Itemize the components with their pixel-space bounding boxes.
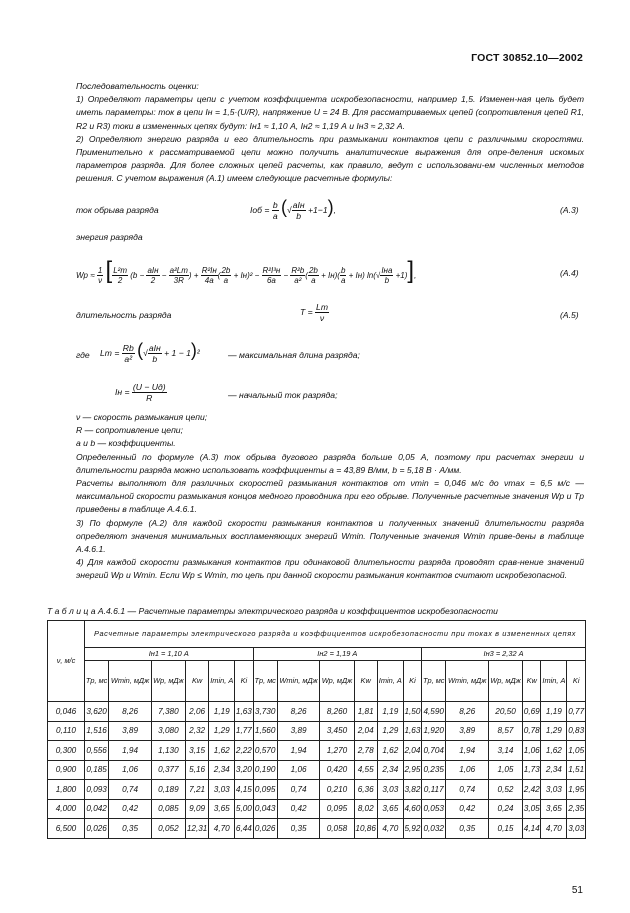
table-cell: 1,19 — [541, 702, 567, 722]
table-cell: 3,89 — [109, 721, 152, 741]
table-cell: 0,74 — [446, 780, 489, 800]
table-cell: 1,95 — [567, 780, 586, 800]
table-cell: 8,26 — [109, 702, 152, 722]
table-cell: 3,620 — [85, 702, 109, 722]
column-header: Ki — [567, 661, 586, 702]
table-cell: 0,556 — [85, 741, 109, 761]
group-header: Iн2 = 1,19 А — [253, 648, 422, 661]
table-cell: 1,29 — [209, 721, 235, 741]
table-cell: 3,730 — [253, 702, 277, 722]
table-cell: 4,55 — [354, 760, 377, 780]
column-header: Wmin, мДж — [109, 661, 152, 702]
table-cell: 8,26 — [446, 702, 489, 722]
column-header: Wmin, мДж — [277, 661, 320, 702]
table-cell: 0,52 — [488, 780, 522, 800]
column-header: Imin, А — [377, 661, 403, 702]
table-cell: 0,210 — [320, 780, 354, 800]
desc-max-length: — максимальная длина разряда; — [228, 350, 360, 360]
table-cell: 1,94 — [277, 741, 320, 761]
table-cell: 1,800 — [48, 780, 85, 800]
equation-lm: Lm = $\frac{Rb}{\text{a²}}$ (√ $\frac{\text{aIн}}{b}$ + 1 − 1)² — [100, 340, 200, 365]
paragraph: Расчеты выполняют для различных скоростей размыкания контактов от νmin = 0,046 м/с до νmax = 6,5 м/с — максимальной скорости размыкания концов медного проводника при его обрыве. Полученные расчетные значения Wр и Tр приведены в таблице А.4.6.1. — [76, 478, 584, 515]
table-cell: 7,380 — [151, 702, 185, 722]
body-text-bottom — [76, 411, 584, 583]
table-cell: 3,450 — [320, 721, 354, 741]
table-cell: 1,62 — [377, 741, 403, 761]
table-cell: 0,77 — [567, 702, 586, 722]
table-cell: 12,31 — [186, 819, 209, 839]
table-cell: 6,36 — [354, 780, 377, 800]
table-cell: 1,516 — [85, 721, 109, 741]
table-cell: 4,70 — [377, 819, 403, 839]
table-cell: 3,89 — [277, 721, 320, 741]
table-row — [48, 702, 586, 722]
table-cell: 0,42 — [109, 799, 152, 819]
table-cell: 0,35 — [109, 819, 152, 839]
column-header: Wр, мДж — [151, 661, 185, 702]
column-header: Kw — [523, 661, 541, 702]
table-cell: 0,377 — [151, 760, 185, 780]
table-cell: 1,05 — [488, 760, 522, 780]
table-row — [48, 760, 586, 780]
table-cell: 0,042 — [85, 799, 109, 819]
table-cell: 0,42 — [446, 799, 489, 819]
label-breaking-current: ток обрыва разряда — [76, 205, 159, 215]
table-cell: 4,14 — [523, 819, 541, 839]
table-cell: 0,110 — [48, 721, 85, 741]
table-cell: 0,24 — [488, 799, 522, 819]
page-number: 51 — [571, 885, 583, 896]
column-header: Wр, мДж — [488, 661, 522, 702]
column-header: Tр, мс — [85, 661, 109, 702]
table-cell: 0,085 — [151, 799, 185, 819]
table-cell: 1,94 — [446, 741, 489, 761]
table-cell: 1,62 — [209, 741, 235, 761]
table-cell: 8,57 — [488, 721, 522, 741]
table-cell: 2,04 — [354, 721, 377, 741]
table-cell: 2,42 — [523, 780, 541, 800]
label-energy: энергия разряда — [76, 232, 143, 242]
table-cell: 0,026 — [253, 819, 277, 839]
table-cell: 5,16 — [186, 760, 209, 780]
table-cell: 1,05 — [567, 741, 586, 761]
table-cell: 1,94 — [109, 741, 152, 761]
body-text-top — [76, 80, 584, 186]
corner-header: ν, м/с — [48, 621, 85, 702]
table-cell: 3,15 — [186, 741, 209, 761]
table-cell: 1,560 — [253, 721, 277, 741]
eq-number: (А.3) — [560, 205, 579, 215]
table-cell: 0,189 — [151, 780, 185, 800]
table-cell: 0,15 — [488, 819, 522, 839]
table-cell: 2,04 — [403, 741, 421, 761]
equation-a4: Wр ≈ $\frac{1}{\nu}$ [ $\frac{\text{L²m}}{2}$ (b − $\frac{\text{aIн}}{2}$ − $\frac{\text{a²Lm}}{3R}$ ) + $\frac{\text{R²Iн}}{4a}$ ( $\frac{2b}{a}$ + Iн)² − $\frac{\text{R²I³н}}{6a}$ − $\frac{\text{R²b}}{\text{a²}}$ ( $\frac{2b}{a}$ + Iн)( $\frac{b}{a}$ + Iн) ln(√ $\frac{\text{Iнa}}{b}$ +1)], — [76, 257, 417, 286]
table-cell: 1,62 — [541, 741, 567, 761]
equation-a5: T = $\frac{Lm}{\nu}$ — [300, 302, 328, 323]
table-cell: 1,06 — [446, 760, 489, 780]
group-header: Iн3 = 2,32 А — [422, 648, 586, 661]
table-cell: 2,06 — [186, 702, 209, 722]
fraction: $\frac{\text{aIн}}{b}$ — [292, 200, 305, 222]
table-cell: 1,19 — [209, 702, 235, 722]
table-cell: 3,03 — [567, 819, 586, 839]
table-cell: 0,35 — [277, 819, 320, 839]
table-cell: 8,260 — [320, 702, 354, 722]
table-row — [48, 780, 586, 800]
results-table — [47, 620, 586, 839]
table-cell: 8,02 — [354, 799, 377, 819]
table-cell: 3,20 — [235, 760, 253, 780]
table-cell: 1,19 — [377, 702, 403, 722]
table-cell: 2,35 — [567, 799, 586, 819]
paragraph: 1) Определяют параметры цепи с учетом коэффициента искробезопасности, например 1,5. Изменен-ная цепь будет иметь параметры: ток в цепи Iн = 1,5·(U/R), напряжение U = 24 В. Для рассматриваемых цепей (сопротивления цепей R1, R2 и R3) токи в измененных цепях будут: Iн1 ≈ 1,10 А, Iн2 ≈ 1,19 А и Iн3 ≈ 2,32 А. — [76, 94, 584, 131]
table-row — [48, 741, 586, 761]
table-cell: 1,63 — [235, 702, 253, 722]
definition: ν — скорость размыкания цепи; — [76, 412, 208, 422]
table-cell: 0,235 — [422, 760, 446, 780]
eq-number: (А.4) — [560, 268, 579, 278]
table-cell: 4,70 — [541, 819, 567, 839]
column-header: Imin, А — [541, 661, 567, 702]
column-header: Kw — [354, 661, 377, 702]
column-header: Wр, мДж — [320, 661, 354, 702]
table-cell: 3,03 — [209, 780, 235, 800]
table-row — [48, 799, 586, 819]
table-cell: 4,60 — [403, 799, 421, 819]
group-header: Iн1 = 1,10 А — [85, 648, 254, 661]
table-caption: Т а б л и ц а А.4.6.1 — Расчетные параметры электрического разряда и коэффициентов искробезопасности — [47, 606, 498, 616]
table-cell: 8,26 — [277, 702, 320, 722]
table-cell: 1,51 — [567, 760, 586, 780]
table-cell: 1,63 — [403, 721, 421, 741]
table-cell: 0,704 — [422, 741, 446, 761]
table-cell: 1,270 — [320, 741, 354, 761]
table-cell: 0,026 — [85, 819, 109, 839]
table-cell: 3,65 — [377, 799, 403, 819]
table-cell: 0,095 — [253, 780, 277, 800]
table-cell: 0,190 — [253, 760, 277, 780]
paragraph: 3) По формуле (А.2) для каждой скорости размыкания контактов и полученных значений длительности разряда определяют значения минимальных воспламеняющих энергий Wmin. Полученные значения Wmin приве-дены в таблице А.4.6.1. — [76, 517, 584, 555]
table-cell: 3,03 — [541, 780, 567, 800]
table-cell: 0,42 — [277, 799, 320, 819]
table-cell: 0,053 — [422, 799, 446, 819]
table-cell: 6,500 — [48, 819, 85, 839]
table-cell: 0,570 — [253, 741, 277, 761]
table-cell: 1,06 — [277, 760, 320, 780]
table-cell: 1,73 — [523, 760, 541, 780]
table-cell: 3,89 — [446, 721, 489, 741]
table-cell: 1,29 — [541, 721, 567, 741]
table-cell: 0,35 — [446, 819, 489, 839]
table-cell: 5,00 — [235, 799, 253, 819]
table-cell: 2,78 — [354, 741, 377, 761]
table-cell: 1,77 — [235, 721, 253, 741]
table-cell: 2,32 — [186, 721, 209, 741]
table-cell: 0,78 — [523, 721, 541, 741]
table-cell: 0,032 — [422, 819, 446, 839]
table-cell: 3,05 — [523, 799, 541, 819]
table-row — [48, 819, 586, 839]
table-cell: 5,92 — [403, 819, 421, 839]
table-cell: 3,14 — [488, 741, 522, 761]
eq-lhs: Iоб = — [250, 205, 270, 215]
equation-a3: Iоб = $\frac{b}{a}$ (√ $\frac{\text{aIн}}{b}$ +1−1), — [250, 197, 336, 222]
table-cell: 2,34 — [541, 760, 567, 780]
table-cell: 3,65 — [209, 799, 235, 819]
table-cell: 0,83 — [567, 721, 586, 741]
table-cell: 4,000 — [48, 799, 85, 819]
paragraph: Определенный по формуле (А.3) ток обрыва дугового разряда больше 0,05 А, поэтому при расчетах энергии и длительности разряда можно использовать коэффициенты a = 43,89 В/мм, b = 5,18 В · А/мм. — [76, 451, 584, 475]
label-duration: длительность разряда — [76, 310, 172, 320]
table-cell: 0,117 — [422, 780, 446, 800]
standard-header: ГОСТ 30852.10—2002 — [471, 52, 583, 64]
table-cell: 3,65 — [541, 799, 567, 819]
table-cell: 0,043 — [253, 799, 277, 819]
table-cell: 2,34 — [377, 760, 403, 780]
table-cell: 4,590 — [422, 702, 446, 722]
table-cell: 0,046 — [48, 702, 85, 722]
table-cell: 6,44 — [235, 819, 253, 839]
table-cell: 1,06 — [109, 760, 152, 780]
column-header: Kw — [186, 661, 209, 702]
table-cell: 20,50 — [488, 702, 522, 722]
fraction: $\frac{b}{a}$ — [272, 200, 278, 222]
table-cell: 0,74 — [109, 780, 152, 800]
table-cell: 1,06 — [523, 741, 541, 761]
table-cell: 1,81 — [354, 702, 377, 722]
label-where: где — [76, 350, 90, 360]
table-cell: 4,70 — [209, 819, 235, 839]
column-header: Wmin, мДж — [446, 661, 489, 702]
table-cell: 2,34 — [209, 760, 235, 780]
column-header: Ki — [235, 661, 253, 702]
definition: R — сопротивление цепи; — [76, 425, 183, 436]
table-cell: 0,093 — [85, 780, 109, 800]
definition: a и b — коэффициенты. — [76, 438, 176, 449]
table-cell: 7,21 — [186, 780, 209, 800]
table-cell: 9,09 — [186, 799, 209, 819]
equation-ih: Iн = $\frac{(U - Uд)}{R}$ — [115, 382, 166, 403]
table-cell: 1,29 — [377, 721, 403, 741]
table-cell: 0,69 — [523, 702, 541, 722]
table-cell: 0,300 — [48, 741, 85, 761]
table-cell: 0,052 — [151, 819, 185, 839]
eq-number: (А.5) — [560, 310, 579, 320]
table-cell: 3,82 — [403, 780, 421, 800]
table-cell: 0,900 — [48, 760, 85, 780]
table-cell: 1,130 — [151, 741, 185, 761]
column-header: Tр, мс — [422, 661, 446, 702]
table-cell: 1,920 — [422, 721, 446, 741]
column-header: Ki — [403, 661, 421, 702]
table-cell: 1,50 — [403, 702, 421, 722]
table-cell: 0,185 — [85, 760, 109, 780]
paragraph: 4) Для каждой скорости размыкания контактов при одинаковой длительности разряда проводят срав-нение значений энергий Wр и Wmin. Если Wр ≤ Wmin, то цепь при данной скорости размыкания контактов считают искробезопасной. — [76, 557, 584, 581]
table-cell: 2,22 — [235, 741, 253, 761]
table-cell: 10,86 — [354, 819, 377, 839]
paragraph: Последовательность оценки: — [76, 81, 199, 91]
table-cell: 2,95 — [403, 760, 421, 780]
column-header: Tр, мс — [253, 661, 277, 702]
table-cell: 0,420 — [320, 760, 354, 780]
group-title: Расчетные параметры электрического разряда и коэффициентов искробезопасности при токах в измененных цепях — [85, 621, 586, 648]
column-header: Imin, А — [209, 661, 235, 702]
table-cell: 0,74 — [277, 780, 320, 800]
desc-initial-current: — начальный ток разряда; — [228, 390, 338, 400]
table-cell: 3,080 — [151, 721, 185, 741]
table-cell: 3,03 — [377, 780, 403, 800]
table-cell: 4,15 — [235, 780, 253, 800]
table-cell: 0,095 — [320, 799, 354, 819]
table-row — [48, 721, 586, 741]
table-cell: 0,058 — [320, 819, 354, 839]
paragraph: 2) Определяют энергию разряда и его длительность при размыкании контактов цепи с различными скоростями. Применительно к рассматриваемой цепи можно получить аналитические выражения для опре-деления искомых параметров разряда. Для более сложных цепей расчеты, как правило, ведут с использовани-ем численных методов решения. С учетом выражения (А.1) имеем следующие расчетные формулы: — [76, 133, 584, 184]
